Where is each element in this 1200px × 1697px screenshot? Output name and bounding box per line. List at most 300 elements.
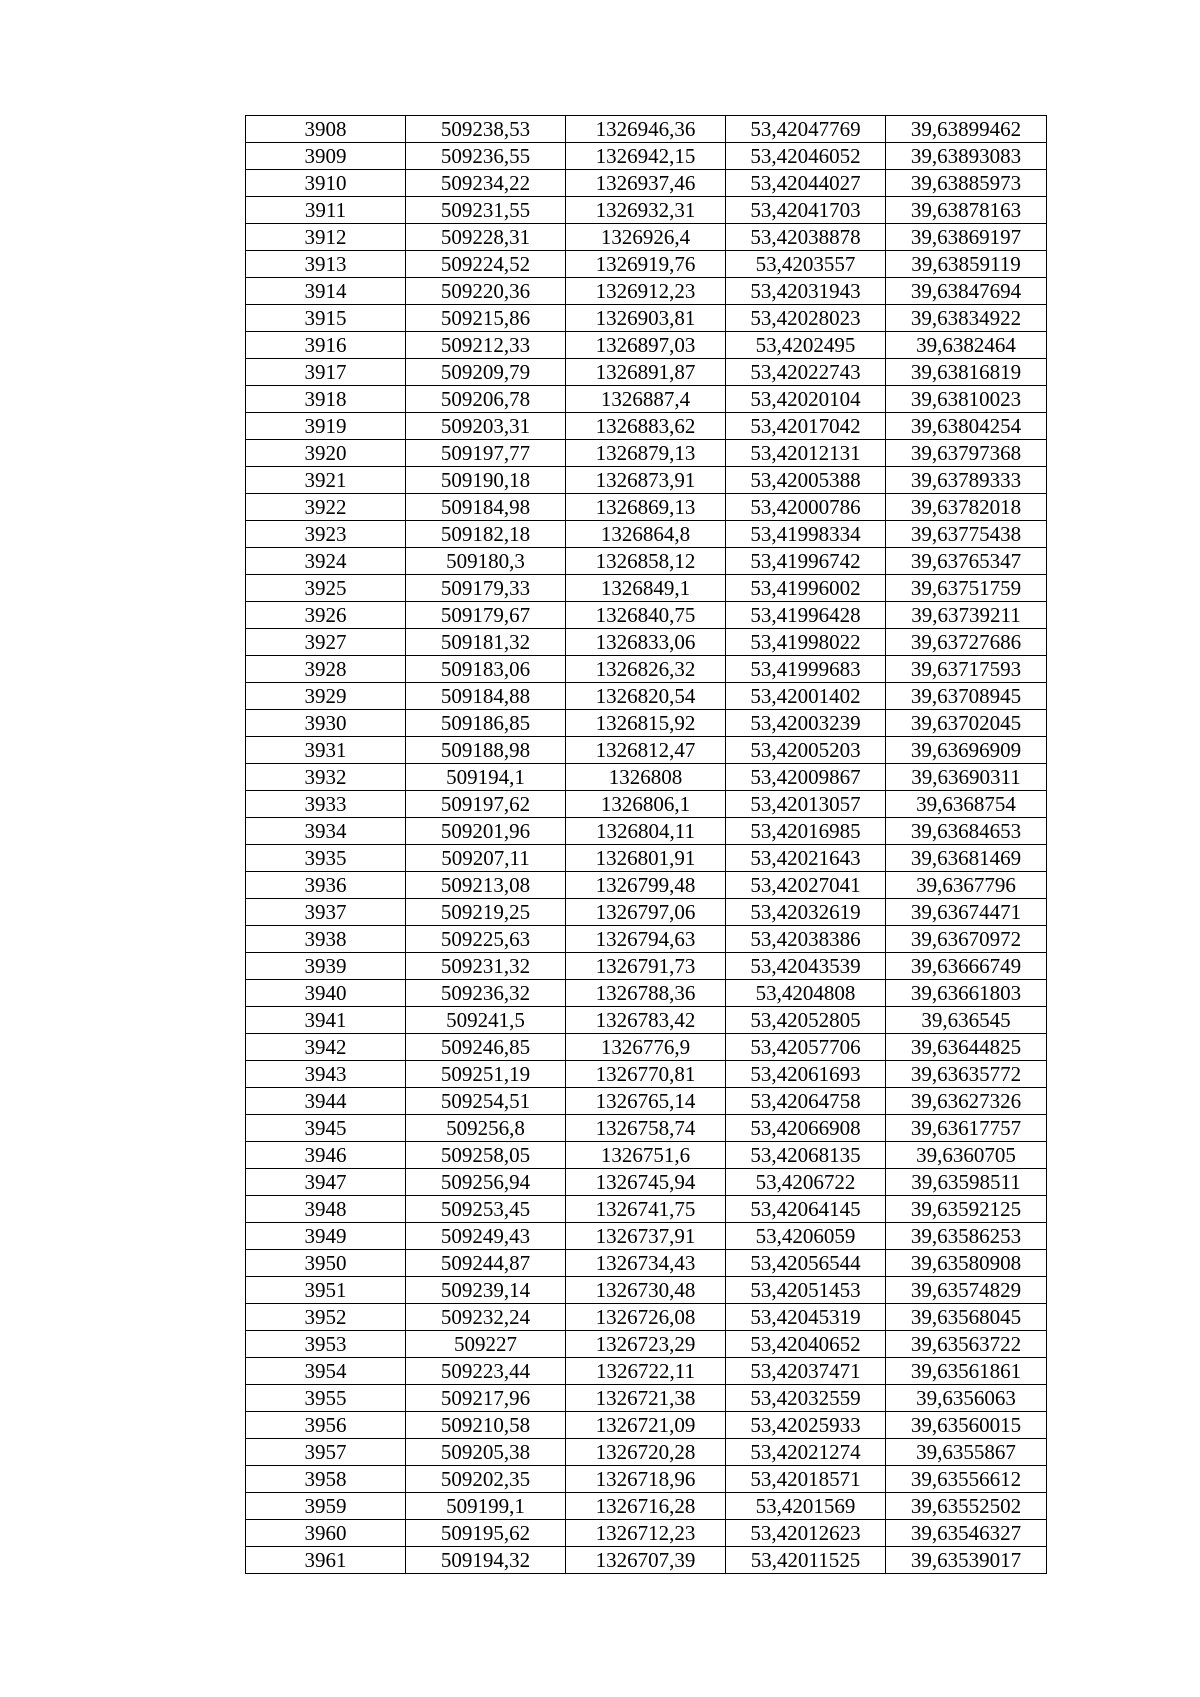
- longitude-cell: 39,63644825: [886, 1034, 1047, 1061]
- table-row: [246, 1277, 1047, 1304]
- table-row: [246, 1493, 1047, 1520]
- table-row: [246, 332, 1047, 359]
- latitude-cell: 53,4206059: [726, 1223, 886, 1250]
- latitude-cell: 53,41996742: [726, 548, 886, 575]
- x-coordinate-cell: 509201,96: [406, 818, 566, 845]
- coordinates-table: [245, 115, 1047, 1574]
- latitude-cell: 53,42068135: [726, 1142, 886, 1169]
- latitude-cell: 53,42061693: [726, 1061, 886, 1088]
- latitude-cell: 53,42032619: [726, 899, 886, 926]
- table-row: [246, 1088, 1047, 1115]
- table-row: [246, 521, 1047, 548]
- table-row: [246, 386, 1047, 413]
- x-coordinate-cell: 509223,44: [406, 1358, 566, 1385]
- latitude-cell: 53,4203557: [726, 251, 886, 278]
- latitude-cell: 53,42044027: [726, 170, 886, 197]
- point-number-cell: 3961: [246, 1547, 406, 1574]
- point-number-cell: 3929: [246, 683, 406, 710]
- y-coordinate-cell: 1326718,96: [566, 1466, 726, 1493]
- point-number-cell: 3910: [246, 170, 406, 197]
- latitude-cell: 53,42020104: [726, 386, 886, 413]
- latitude-cell: 53,42021274: [726, 1439, 886, 1466]
- x-coordinate-cell: 509217,96: [406, 1385, 566, 1412]
- table-row: [246, 629, 1047, 656]
- x-coordinate-cell: 509202,35: [406, 1466, 566, 1493]
- table-row: [246, 1304, 1047, 1331]
- table-row: [246, 1007, 1047, 1034]
- point-number-cell: 3958: [246, 1466, 406, 1493]
- point-number-cell: 3938: [246, 926, 406, 953]
- point-number-cell: 3928: [246, 656, 406, 683]
- longitude-cell: 39,63797368: [886, 440, 1047, 467]
- x-coordinate-cell: 509213,08: [406, 872, 566, 899]
- x-coordinate-cell: 509219,25: [406, 899, 566, 926]
- table-row: [246, 764, 1047, 791]
- point-number-cell: 3952: [246, 1304, 406, 1331]
- table-row: [246, 251, 1047, 278]
- longitude-cell: 39,63556612: [886, 1466, 1047, 1493]
- longitude-cell: 39,63696909: [886, 737, 1047, 764]
- longitude-cell: 39,6356063: [886, 1385, 1047, 1412]
- y-coordinate-cell: 1326897,03: [566, 332, 726, 359]
- y-coordinate-cell: 1326723,29: [566, 1331, 726, 1358]
- table-row: [246, 1466, 1047, 1493]
- point-number-cell: 3954: [246, 1358, 406, 1385]
- table-row: [246, 143, 1047, 170]
- latitude-cell: 53,42009867: [726, 764, 886, 791]
- longitude-cell: 39,63878163: [886, 197, 1047, 224]
- longitude-cell: 39,63782018: [886, 494, 1047, 521]
- latitude-cell: 53,42037471: [726, 1358, 886, 1385]
- longitude-cell: 39,63702045: [886, 710, 1047, 737]
- longitude-cell: 39,63568045: [886, 1304, 1047, 1331]
- x-coordinate-cell: 509258,05: [406, 1142, 566, 1169]
- point-number-cell: 3945: [246, 1115, 406, 1142]
- longitude-cell: 39,6355867: [886, 1439, 1047, 1466]
- longitude-cell: 39,63765347: [886, 548, 1047, 575]
- longitude-cell: 39,63635772: [886, 1061, 1047, 1088]
- table-row: [246, 548, 1047, 575]
- point-number-cell: 3948: [246, 1196, 406, 1223]
- x-coordinate-cell: 509190,18: [406, 467, 566, 494]
- y-coordinate-cell: 1326722,11: [566, 1358, 726, 1385]
- point-number-cell: 3934: [246, 818, 406, 845]
- table-row: [246, 413, 1047, 440]
- y-coordinate-cell: 1326869,13: [566, 494, 726, 521]
- x-coordinate-cell: 509179,33: [406, 575, 566, 602]
- longitude-cell: 39,6360705: [886, 1142, 1047, 1169]
- y-coordinate-cell: 1326849,1: [566, 575, 726, 602]
- y-coordinate-cell: 1326858,12: [566, 548, 726, 575]
- x-coordinate-cell: 509215,86: [406, 305, 566, 332]
- x-coordinate-cell: 509228,31: [406, 224, 566, 251]
- x-coordinate-cell: 509205,38: [406, 1439, 566, 1466]
- table-row: [246, 575, 1047, 602]
- y-coordinate-cell: 1326864,8: [566, 521, 726, 548]
- table-row: [246, 1250, 1047, 1277]
- longitude-cell: 39,63859119: [886, 251, 1047, 278]
- latitude-cell: 53,4202495: [726, 332, 886, 359]
- y-coordinate-cell: 1326707,39: [566, 1547, 726, 1574]
- y-coordinate-cell: 1326737,91: [566, 1223, 726, 1250]
- point-number-cell: 3944: [246, 1088, 406, 1115]
- point-number-cell: 3914: [246, 278, 406, 305]
- y-coordinate-cell: 1326791,73: [566, 953, 726, 980]
- latitude-cell: 53,42021643: [726, 845, 886, 872]
- y-coordinate-cell: 1326912,23: [566, 278, 726, 305]
- point-number-cell: 3916: [246, 332, 406, 359]
- point-number-cell: 3915: [246, 305, 406, 332]
- latitude-cell: 53,42011525: [726, 1547, 886, 1574]
- y-coordinate-cell: 1326776,9: [566, 1034, 726, 1061]
- point-number-cell: 3917: [246, 359, 406, 386]
- longitude-cell: 39,63869197: [886, 224, 1047, 251]
- latitude-cell: 53,42005388: [726, 467, 886, 494]
- y-coordinate-cell: 1326730,48: [566, 1277, 726, 1304]
- table-row: [246, 1034, 1047, 1061]
- latitude-cell: 53,42001402: [726, 683, 886, 710]
- table-row: [246, 494, 1047, 521]
- x-coordinate-cell: 509239,14: [406, 1277, 566, 1304]
- latitude-cell: 53,42056544: [726, 1250, 886, 1277]
- x-coordinate-cell: 509179,67: [406, 602, 566, 629]
- point-number-cell: 3950: [246, 1250, 406, 1277]
- latitude-cell: 53,42012623: [726, 1520, 886, 1547]
- point-number-cell: 3913: [246, 251, 406, 278]
- longitude-cell: 39,63681469: [886, 845, 1047, 872]
- point-number-cell: 3924: [246, 548, 406, 575]
- point-number-cell: 3959: [246, 1493, 406, 1520]
- x-coordinate-cell: 509180,3: [406, 548, 566, 575]
- y-coordinate-cell: 1326765,14: [566, 1088, 726, 1115]
- point-number-cell: 3919: [246, 413, 406, 440]
- latitude-cell: 53,42022743: [726, 359, 886, 386]
- table-row: [246, 224, 1047, 251]
- latitude-cell: 53,42013057: [726, 791, 886, 818]
- table-row: [246, 899, 1047, 926]
- table-row: [246, 1115, 1047, 1142]
- point-number-cell: 3957: [246, 1439, 406, 1466]
- longitude-cell: 39,63899462: [886, 116, 1047, 143]
- x-coordinate-cell: 509231,32: [406, 953, 566, 980]
- longitude-cell: 39,63727686: [886, 629, 1047, 656]
- longitude-cell: 39,63580908: [886, 1250, 1047, 1277]
- point-number-cell: 3936: [246, 872, 406, 899]
- latitude-cell: 53,42046052: [726, 143, 886, 170]
- longitude-cell: 39,63574829: [886, 1277, 1047, 1304]
- latitude-cell: 53,42017042: [726, 413, 886, 440]
- y-coordinate-cell: 1326788,36: [566, 980, 726, 1007]
- latitude-cell: 53,42047769: [726, 116, 886, 143]
- longitude-cell: 39,6367796: [886, 872, 1047, 899]
- x-coordinate-cell: 509194,32: [406, 1547, 566, 1574]
- latitude-cell: 53,4204808: [726, 980, 886, 1007]
- y-coordinate-cell: 1326937,46: [566, 170, 726, 197]
- y-coordinate-cell: 1326804,11: [566, 818, 726, 845]
- latitude-cell: 53,4201569: [726, 1493, 886, 1520]
- table-row: [246, 710, 1047, 737]
- latitude-cell: 53,42012131: [726, 440, 886, 467]
- latitude-cell: 53,42016985: [726, 818, 886, 845]
- x-coordinate-cell: 509188,98: [406, 737, 566, 764]
- x-coordinate-cell: 509195,62: [406, 1520, 566, 1547]
- x-coordinate-cell: 509186,85: [406, 710, 566, 737]
- table-row: [246, 359, 1047, 386]
- longitude-cell: 39,63893083: [886, 143, 1047, 170]
- y-coordinate-cell: 1326726,08: [566, 1304, 726, 1331]
- y-coordinate-cell: 1326926,4: [566, 224, 726, 251]
- latitude-cell: 53,42018571: [726, 1466, 886, 1493]
- y-coordinate-cell: 1326891,87: [566, 359, 726, 386]
- x-coordinate-cell: 509183,06: [406, 656, 566, 683]
- longitude-cell: 39,63847694: [886, 278, 1047, 305]
- table-row: [246, 1412, 1047, 1439]
- x-coordinate-cell: 509224,52: [406, 251, 566, 278]
- y-coordinate-cell: 1326806,1: [566, 791, 726, 818]
- longitude-cell: 39,63789333: [886, 467, 1047, 494]
- longitude-cell: 39,63670972: [886, 926, 1047, 953]
- latitude-cell: 53,42057706: [726, 1034, 886, 1061]
- x-coordinate-cell: 509220,36: [406, 278, 566, 305]
- point-number-cell: 3937: [246, 899, 406, 926]
- y-coordinate-cell: 1326801,91: [566, 845, 726, 872]
- latitude-cell: 53,42040652: [726, 1331, 886, 1358]
- latitude-cell: 53,42005203: [726, 737, 886, 764]
- point-number-cell: 3955: [246, 1385, 406, 1412]
- x-coordinate-cell: 509232,24: [406, 1304, 566, 1331]
- point-number-cell: 3931: [246, 737, 406, 764]
- point-number-cell: 3960: [246, 1520, 406, 1547]
- point-number-cell: 3956: [246, 1412, 406, 1439]
- latitude-cell: 53,42003239: [726, 710, 886, 737]
- table-row: [246, 467, 1047, 494]
- x-coordinate-cell: 509238,53: [406, 116, 566, 143]
- point-number-cell: 3933: [246, 791, 406, 818]
- latitude-cell: 53,41999683: [726, 656, 886, 683]
- latitude-cell: 53,4206722: [726, 1169, 886, 1196]
- x-coordinate-cell: 509246,85: [406, 1034, 566, 1061]
- latitude-cell: 53,41998334: [726, 521, 886, 548]
- longitude-cell: 39,63598511: [886, 1169, 1047, 1196]
- table-row: [246, 1547, 1047, 1574]
- table-row: [246, 1358, 1047, 1385]
- table-row: [246, 872, 1047, 899]
- longitude-cell: 39,63810023: [886, 386, 1047, 413]
- table-row: [246, 845, 1047, 872]
- latitude-cell: 53,42000786: [726, 494, 886, 521]
- latitude-cell: 53,42041703: [726, 197, 886, 224]
- table-row: [246, 170, 1047, 197]
- point-number-cell: 3946: [246, 1142, 406, 1169]
- y-coordinate-cell: 1326820,54: [566, 683, 726, 710]
- x-coordinate-cell: 509241,5: [406, 1007, 566, 1034]
- y-coordinate-cell: 1326883,62: [566, 413, 726, 440]
- table-row: [246, 305, 1047, 332]
- latitude-cell: 53,41996428: [726, 602, 886, 629]
- y-coordinate-cell: 1326942,15: [566, 143, 726, 170]
- y-coordinate-cell: 1326833,06: [566, 629, 726, 656]
- point-number-cell: 3923: [246, 521, 406, 548]
- x-coordinate-cell: 509199,1: [406, 1493, 566, 1520]
- point-number-cell: 3920: [246, 440, 406, 467]
- point-number-cell: 3935: [246, 845, 406, 872]
- point-number-cell: 3953: [246, 1331, 406, 1358]
- longitude-cell: 39,6368754: [886, 791, 1047, 818]
- point-number-cell: 3951: [246, 1277, 406, 1304]
- table-row: [246, 818, 1047, 845]
- point-number-cell: 3942: [246, 1034, 406, 1061]
- x-coordinate-cell: 509184,88: [406, 683, 566, 710]
- y-coordinate-cell: 1326751,6: [566, 1142, 726, 1169]
- longitude-cell: 39,63708945: [886, 683, 1047, 710]
- table-row: [246, 791, 1047, 818]
- point-number-cell: 3908: [246, 116, 406, 143]
- longitude-cell: 39,63816819: [886, 359, 1047, 386]
- table-row: [246, 1196, 1047, 1223]
- y-coordinate-cell: 1326745,94: [566, 1169, 726, 1196]
- x-coordinate-cell: 509209,79: [406, 359, 566, 386]
- x-coordinate-cell: 509197,77: [406, 440, 566, 467]
- coordinates-table-body: [246, 116, 1047, 1574]
- latitude-cell: 53,42043539: [726, 953, 886, 980]
- point-number-cell: 3926: [246, 602, 406, 629]
- x-coordinate-cell: 509253,45: [406, 1196, 566, 1223]
- x-coordinate-cell: 509244,87: [406, 1250, 566, 1277]
- longitude-cell: 39,63804254: [886, 413, 1047, 440]
- table-row: [246, 116, 1047, 143]
- x-coordinate-cell: 509256,8: [406, 1115, 566, 1142]
- table-row: [246, 278, 1047, 305]
- point-number-cell: 3943: [246, 1061, 406, 1088]
- point-number-cell: 3909: [246, 143, 406, 170]
- latitude-cell: 53,42025933: [726, 1412, 886, 1439]
- y-coordinate-cell: 1326741,75: [566, 1196, 726, 1223]
- longitude-cell: 39,63661803: [886, 980, 1047, 1007]
- table-row: [246, 926, 1047, 953]
- latitude-cell: 53,42066908: [726, 1115, 886, 1142]
- longitude-cell: 39,63617757: [886, 1115, 1047, 1142]
- table-row: [246, 1061, 1047, 1088]
- y-coordinate-cell: 1326840,75: [566, 602, 726, 629]
- table-row: [246, 1520, 1047, 1547]
- table-row: [246, 1169, 1047, 1196]
- y-coordinate-cell: 1326720,28: [566, 1439, 726, 1466]
- point-number-cell: 3918: [246, 386, 406, 413]
- longitude-cell: 39,63539017: [886, 1547, 1047, 1574]
- longitude-cell: 39,63592125: [886, 1196, 1047, 1223]
- x-coordinate-cell: 509236,55: [406, 143, 566, 170]
- point-number-cell: 3912: [246, 224, 406, 251]
- table-row: [246, 980, 1047, 1007]
- y-coordinate-cell: 1326758,74: [566, 1115, 726, 1142]
- y-coordinate-cell: 1326716,28: [566, 1493, 726, 1520]
- y-coordinate-cell: 1326783,42: [566, 1007, 726, 1034]
- x-coordinate-cell: 509182,18: [406, 521, 566, 548]
- x-coordinate-cell: 509236,32: [406, 980, 566, 1007]
- table-row: [246, 1331, 1047, 1358]
- y-coordinate-cell: 1326808: [566, 764, 726, 791]
- point-number-cell: 3911: [246, 197, 406, 224]
- point-number-cell: 3949: [246, 1223, 406, 1250]
- x-coordinate-cell: 509181,32: [406, 629, 566, 656]
- table-row: [246, 602, 1047, 629]
- y-coordinate-cell: 1326919,76: [566, 251, 726, 278]
- latitude-cell: 53,42028023: [726, 305, 886, 332]
- x-coordinate-cell: 509197,62: [406, 791, 566, 818]
- longitude-cell: 39,63666749: [886, 953, 1047, 980]
- latitude-cell: 53,41998022: [726, 629, 886, 656]
- y-coordinate-cell: 1326887,4: [566, 386, 726, 413]
- x-coordinate-cell: 509254,51: [406, 1088, 566, 1115]
- longitude-cell: 39,63561861: [886, 1358, 1047, 1385]
- y-coordinate-cell: 1326815,92: [566, 710, 726, 737]
- longitude-cell: 39,63751759: [886, 575, 1047, 602]
- table-row: [246, 656, 1047, 683]
- longitude-cell: 39,63546327: [886, 1520, 1047, 1547]
- y-coordinate-cell: 1326812,47: [566, 737, 726, 764]
- x-coordinate-cell: 509203,31: [406, 413, 566, 440]
- y-coordinate-cell: 1326879,13: [566, 440, 726, 467]
- longitude-cell: 39,63834922: [886, 305, 1047, 332]
- y-coordinate-cell: 1326721,38: [566, 1385, 726, 1412]
- y-coordinate-cell: 1326770,81: [566, 1061, 726, 1088]
- y-coordinate-cell: 1326946,36: [566, 116, 726, 143]
- table-row: [246, 197, 1047, 224]
- latitude-cell: 53,41996002: [726, 575, 886, 602]
- longitude-cell: 39,63627326: [886, 1088, 1047, 1115]
- y-coordinate-cell: 1326932,31: [566, 197, 726, 224]
- x-coordinate-cell: 509234,22: [406, 170, 566, 197]
- latitude-cell: 53,42064145: [726, 1196, 886, 1223]
- longitude-cell: 39,63674471: [886, 899, 1047, 926]
- x-coordinate-cell: 509249,43: [406, 1223, 566, 1250]
- latitude-cell: 53,42052805: [726, 1007, 886, 1034]
- latitude-cell: 53,42038386: [726, 926, 886, 953]
- point-number-cell: 3939: [246, 953, 406, 980]
- y-coordinate-cell: 1326794,63: [566, 926, 726, 953]
- y-coordinate-cell: 1326797,06: [566, 899, 726, 926]
- x-coordinate-cell: 509212,33: [406, 332, 566, 359]
- table-row: [246, 737, 1047, 764]
- table-row: [246, 1439, 1047, 1466]
- x-coordinate-cell: 509225,63: [406, 926, 566, 953]
- longitude-cell: 39,63563722: [886, 1331, 1047, 1358]
- point-number-cell: 3940: [246, 980, 406, 1007]
- x-coordinate-cell: 509251,19: [406, 1061, 566, 1088]
- latitude-cell: 53,42031943: [726, 278, 886, 305]
- point-number-cell: 3941: [246, 1007, 406, 1034]
- y-coordinate-cell: 1326734,43: [566, 1250, 726, 1277]
- point-number-cell: 3947: [246, 1169, 406, 1196]
- latitude-cell: 53,42064758: [726, 1088, 886, 1115]
- point-number-cell: 3925: [246, 575, 406, 602]
- longitude-cell: 39,6382464: [886, 332, 1047, 359]
- table-row: [246, 953, 1047, 980]
- x-coordinate-cell: 509210,58: [406, 1412, 566, 1439]
- table-row: [246, 683, 1047, 710]
- latitude-cell: 53,42038878: [726, 224, 886, 251]
- table-row: [246, 1385, 1047, 1412]
- point-number-cell: 3930: [246, 710, 406, 737]
- x-coordinate-cell: 509227: [406, 1331, 566, 1358]
- y-coordinate-cell: 1326712,23: [566, 1520, 726, 1547]
- y-coordinate-cell: 1326826,32: [566, 656, 726, 683]
- x-coordinate-cell: 509194,1: [406, 764, 566, 791]
- longitude-cell: 39,63739211: [886, 602, 1047, 629]
- table-row: [246, 1223, 1047, 1250]
- point-number-cell: 3932: [246, 764, 406, 791]
- y-coordinate-cell: 1326721,09: [566, 1412, 726, 1439]
